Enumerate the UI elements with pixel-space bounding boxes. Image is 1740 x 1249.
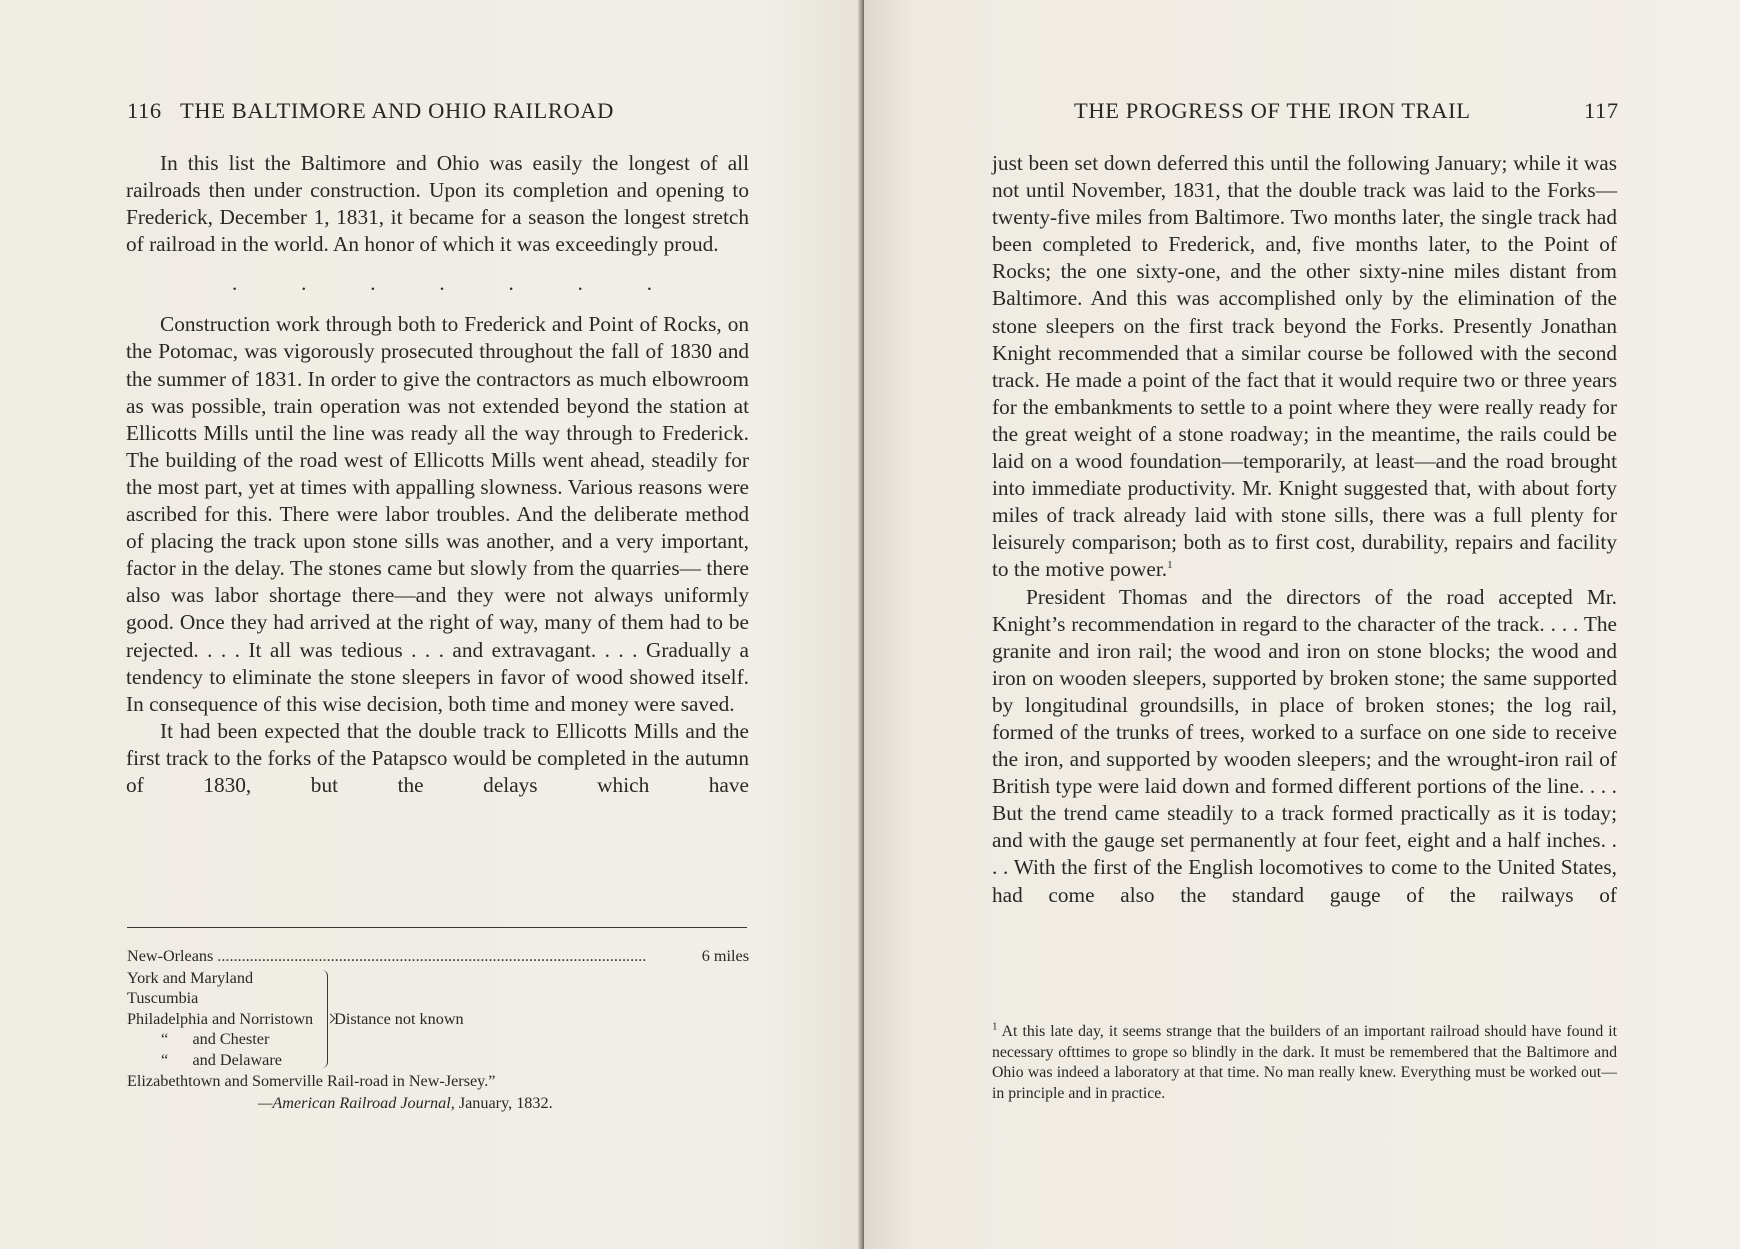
right-running-head <box>1074 98 1471 124</box>
brace-items <box>127 968 313 1071</box>
paragraph-3: It had been expected that the double track to Ellicotts Mills and the first track to the forks of the Patapsco would be completed in the autumn of 1830, but the delays which have <box>126 718 749 797</box>
table-row-value: 6 miles <box>701 947 749 965</box>
right-footnote <box>992 1022 1617 1104</box>
paragraph-4 <box>992 150 1617 584</box>
dot-leader: .......................................................................................................... <box>217 947 647 965</box>
list-item: York and Maryland <box>127 968 254 987</box>
left-page-number: 116 <box>127 98 162 123</box>
table-row: Elizabethtown and Somerville Rail-road in New-Jersey.” <box>127 1071 496 1090</box>
source-title: —American Railroad Journal, <box>258 1094 455 1113</box>
paragraph-5: President Thomas and the directors of the road accepted Mr. Knight’s recommendation in regard to the character of the track. . . . The granite and iron rail; the wood and iron on stone blocks; the wood and iron on wooden sleepers, supported by broken stone; the same supported by longitudinal groundsills, in place of broken stones; the log rail, formed of the trunks of trees, worked to a surface on one side to receive the iron, and supported by wooden sleepers; and the wrought-iron rail of British type were laid down and formed different portions of the line. . . . But the trend came steadily to a track formed practically as it is today; and with the gauge set permanently at four feet, eight and a half inches. . . . With the first of the English locomotives to come to the United States, had come also the standard gauge of the railways of <box>992 584 1617 907</box>
right-page-number: 117 <box>1584 98 1619 123</box>
source-date: January, 1832. <box>458 1094 553 1113</box>
footnote-source <box>127 1093 749 1114</box>
list-item: Tuscumbia <box>127 989 199 1008</box>
list-item: “ and Chester <box>161 1030 270 1049</box>
footnote-table <box>127 946 749 1114</box>
left-page <box>0 0 864 1249</box>
left-running-head <box>127 98 614 124</box>
footnote-number: 1 <box>992 1020 998 1033</box>
paragraph-4-text: just been set down deferred this until the following January; while it was not until November, 1831, that the double track was laid to the Forks—twenty-five miles from Baltimore. Two months later, the single track had been completed to Frederick, and, five months later, to the Point of Rocks; the one sixty-one, and the other sixty-nine miles distant from Baltimore. And this was accomplished only by the elimination of the stone sleepers on the first track beyond the Forks. Presently Jonathan Knight recommended that a similar course be followed with the second track. He made a point of the fact that it would require two or three years for the embankments to settle to a point where they were really ready for the great weight of a stone roadway; in the meantime, the rails could be laid on a wood foundation—temporarily, at least—and the road brought into immediate productivity. Mr. Knight suggested that, with about forty miles of track already laid with stone sills, there was a full plenty for leisurely comparison; both as to first cost, durability, repairs and facility to the motive power. <box>992 151 1617 582</box>
paragraph-2: Construction work through both to Frederick and Point of Rocks, on the Potomac, was vigorously prosecuted throughout the fall of 1830 and the summer of 1831. In order to give the contractors as much elbowroom as was possible, train operation was not extended beyond the station at Ellicotts Mills until the line was ready all the way through to Frederick. The building of the road west of Ellicotts Mills went ahead, steadily for the most part, yet at times with appalling slowness. Various reasons were ascribed for this. There were labor troubles. And the deliberate method of placing the track upon stone sills was another, and a very important, factor in the delay. The stones came but slowly from the quarries— there also was labor shortage there—and they were not always uniformly good. Once they had arrived at the right of way, many of them had to be rejected. . . . It all was tedious . . . and extravagant. . . . Gradually a tendency to eliminate the stone sleepers in favor of wood showed itself. In consequence of this wise decision, both time and money were saved. <box>126 312 749 716</box>
paragraph-1: In this list the Baltimore and Ohio was easily the longest of all railroads then under construction. Upon its completion and opening to Frederick, December 1, 1831, it became for a season the longest stretch of railroad in the world. An honor of which it was exceedingly proud. <box>126 151 749 257</box>
right-body-text <box>992 150 1617 909</box>
list-item: Philadelphia and Norristown <box>127 1009 314 1028</box>
table-row <box>127 946 749 967</box>
brace-group <box>127 968 749 1071</box>
footnote-marker: 1 <box>1167 559 1173 572</box>
curly-brace-icon <box>317 970 328 1068</box>
section-break-dots: . . . . . . . <box>232 271 652 296</box>
left-body-text <box>126 150 749 799</box>
table-row-name: New-Orleans <box>127 947 214 965</box>
footnote-text: At this late day, it seems strange that the builders of an important railroad should have found it necessary ofttimes to grope so blindly in the dark. It must be remembered that the Baltimore and Ohio was indeed a laboratory at that time. No man really knew. Everything must be worked out—in principle and in practice. <box>992 1023 1618 1102</box>
list-item: “ and Delaware <box>161 1050 282 1069</box>
left-running-title: THE BALTIMORE AND OHIO RAILROAD <box>180 98 615 123</box>
brace-label: Distance not known <box>334 1009 464 1028</box>
right-running-title: THE PROGRESS OF THE IRON TRAIL <box>1074 98 1471 123</box>
footnote-divider <box>127 927 747 928</box>
